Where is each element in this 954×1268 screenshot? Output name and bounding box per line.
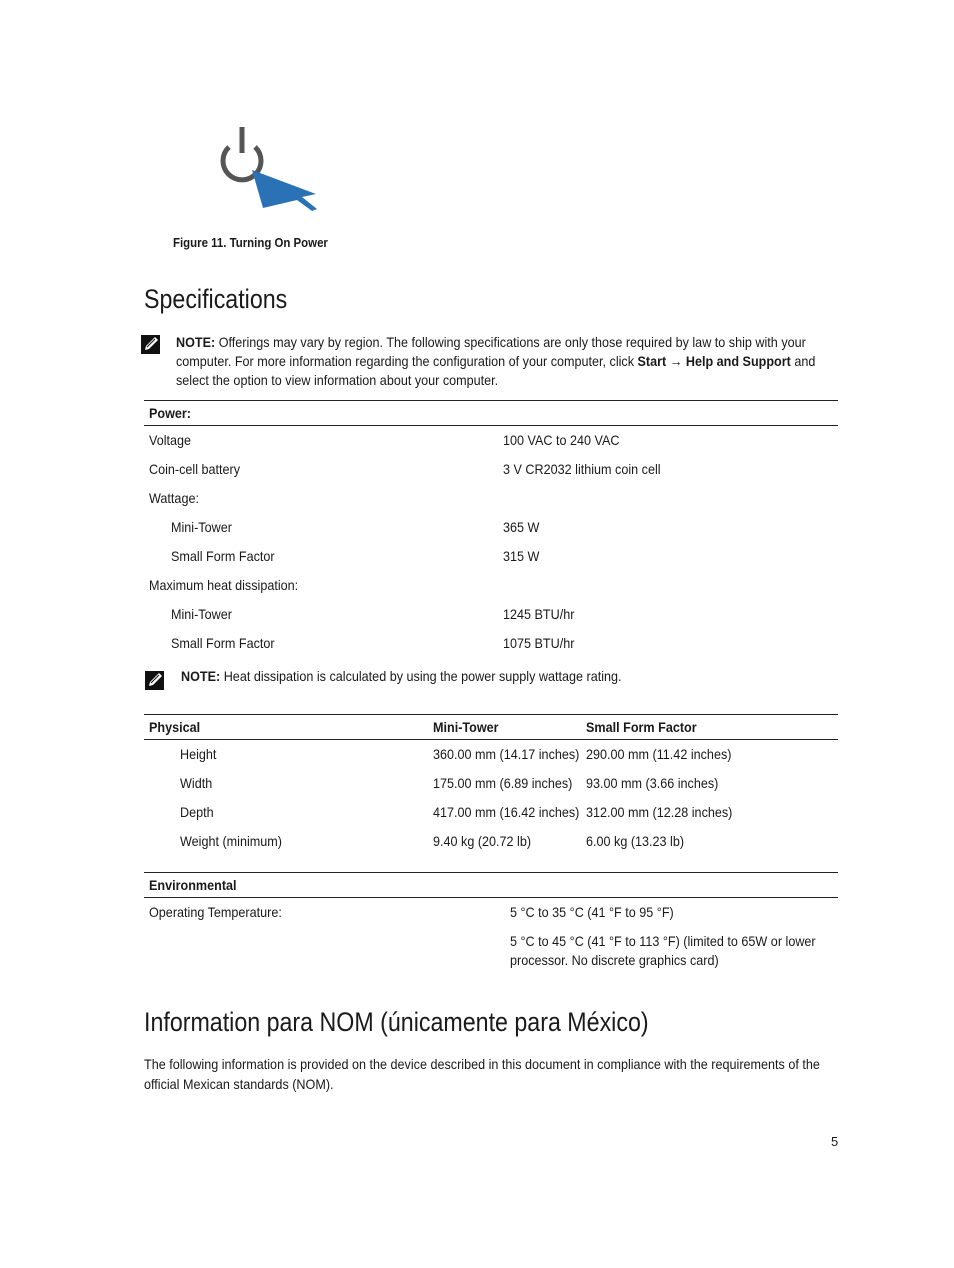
power-row-label: Maximum heat dissipation: xyxy=(149,577,299,593)
operating-temperature-value-2-line-1: 5 °C to 45 °C (41 °F to 113 °F) (limited to 65W or lower xyxy=(510,933,816,949)
power-cursor-figure xyxy=(214,124,324,214)
table-row xyxy=(144,571,838,600)
table-row xyxy=(144,898,838,927)
power-row-label: Mini-Tower xyxy=(171,606,232,622)
environmental-header: Environmental xyxy=(149,877,237,893)
small-form-factor-header: Small Form Factor xyxy=(586,719,697,735)
note-offerings xyxy=(176,333,906,390)
small-form-factor-value: 290.00 mm (11.42 inches) xyxy=(586,746,732,762)
power-header: Power: xyxy=(149,405,192,421)
mini-tower-value: 9.40 kg (20.72 lb) xyxy=(433,833,532,849)
nom-heading: Information para NOM (únicamente para México) xyxy=(144,1007,649,1037)
power-table xyxy=(144,400,838,658)
power-row-value: 100 VAC to 240 VAC xyxy=(503,432,620,448)
power-row-label: Wattage: xyxy=(149,490,199,506)
physical-row-label: Depth xyxy=(180,804,214,820)
table-row xyxy=(144,740,838,769)
note-label: NOTE: xyxy=(181,668,221,684)
page-number: 5 xyxy=(831,1134,839,1149)
mini-tower-value: 360.00 mm (14.17 inches) xyxy=(433,746,580,762)
power-row-value: 1245 BTU/hr xyxy=(503,606,575,622)
power-row-label: Small Form Factor xyxy=(171,635,275,651)
mini-tower-value: 417.00 mm (16.42 inches) xyxy=(433,804,580,820)
table-row xyxy=(144,484,838,513)
physical-row-label: Width xyxy=(180,775,213,791)
table-row xyxy=(144,827,838,856)
table-row xyxy=(144,629,838,658)
note-text-after: and select the option to view information about your computer. xyxy=(176,353,816,388)
nom-paragraph: The following information is provided on the device described in this document in compliance with the requirements of the official Mexican standards (NOM). xyxy=(144,1056,820,1092)
environmental-table-header xyxy=(144,872,838,898)
help-support-ref: Help and Support xyxy=(685,353,791,369)
operating-temperature-value-1: 5 °C to 35 °C (41 °F to 95 °F) xyxy=(510,904,674,920)
note-pencil-icon xyxy=(140,333,162,355)
physical-row-label: Height xyxy=(180,746,217,762)
table-row xyxy=(144,798,838,827)
power-row-label: Mini-Tower xyxy=(171,519,232,535)
power-row-value: 1075 BTU/hr xyxy=(503,635,575,651)
start-menu-ref: Start xyxy=(637,353,667,369)
power-row-value: 315 W xyxy=(503,548,540,564)
arrow-glyph: → xyxy=(666,353,686,369)
operating-temperature-label: Operating Temperature: xyxy=(149,904,282,920)
specifications-heading: Specifications xyxy=(144,284,288,314)
note-text-before: Offerings may vary by region. The following specifications are only those required by law to ship with your computer. For more information regarding the configuration of your computer, click xyxy=(176,334,806,369)
note-heat-dissipation xyxy=(181,667,881,686)
table-row xyxy=(144,455,838,484)
table-row xyxy=(144,927,838,975)
physical-table-header xyxy=(144,714,838,740)
power-row-label: Voltage xyxy=(149,432,192,448)
figure-caption: Figure 11. Turning On Power xyxy=(173,235,328,250)
small-form-factor-value: 312.00 mm (12.28 inches) xyxy=(586,804,733,820)
power-row-value: 365 W xyxy=(503,519,540,535)
physical-header: Physical xyxy=(149,719,201,735)
cursor-arrow-icon xyxy=(252,170,317,211)
table-row xyxy=(144,426,838,455)
table-row xyxy=(144,600,838,629)
table-row xyxy=(144,542,838,571)
note-label: NOTE: xyxy=(176,334,216,350)
physical-table xyxy=(144,714,838,856)
small-form-factor-value: 6.00 kg (13.23 lb) xyxy=(586,833,685,849)
mini-tower-header: Mini-Tower xyxy=(433,719,499,735)
note-pencil-icon xyxy=(144,669,166,691)
table-row xyxy=(144,769,838,798)
power-row-label: Coin-cell battery xyxy=(149,461,241,477)
operating-temperature-value-2-line-2: processor. No discrete graphics card) xyxy=(510,952,719,968)
physical-row-label: Weight (minimum) xyxy=(180,833,282,849)
table-row xyxy=(144,513,838,542)
environmental-table xyxy=(144,872,838,975)
small-form-factor-value: 93.00 mm (3.66 inches) xyxy=(586,775,719,791)
power-row-label: Small Form Factor xyxy=(171,548,275,564)
power-table-header xyxy=(144,400,838,426)
note-text: Heat dissipation is calculated by using the power supply wattage rating. xyxy=(220,668,622,684)
mini-tower-value: 175.00 mm (6.89 inches) xyxy=(433,775,573,791)
power-row-value: 3 V CR2032 lithium coin cell xyxy=(503,461,661,477)
